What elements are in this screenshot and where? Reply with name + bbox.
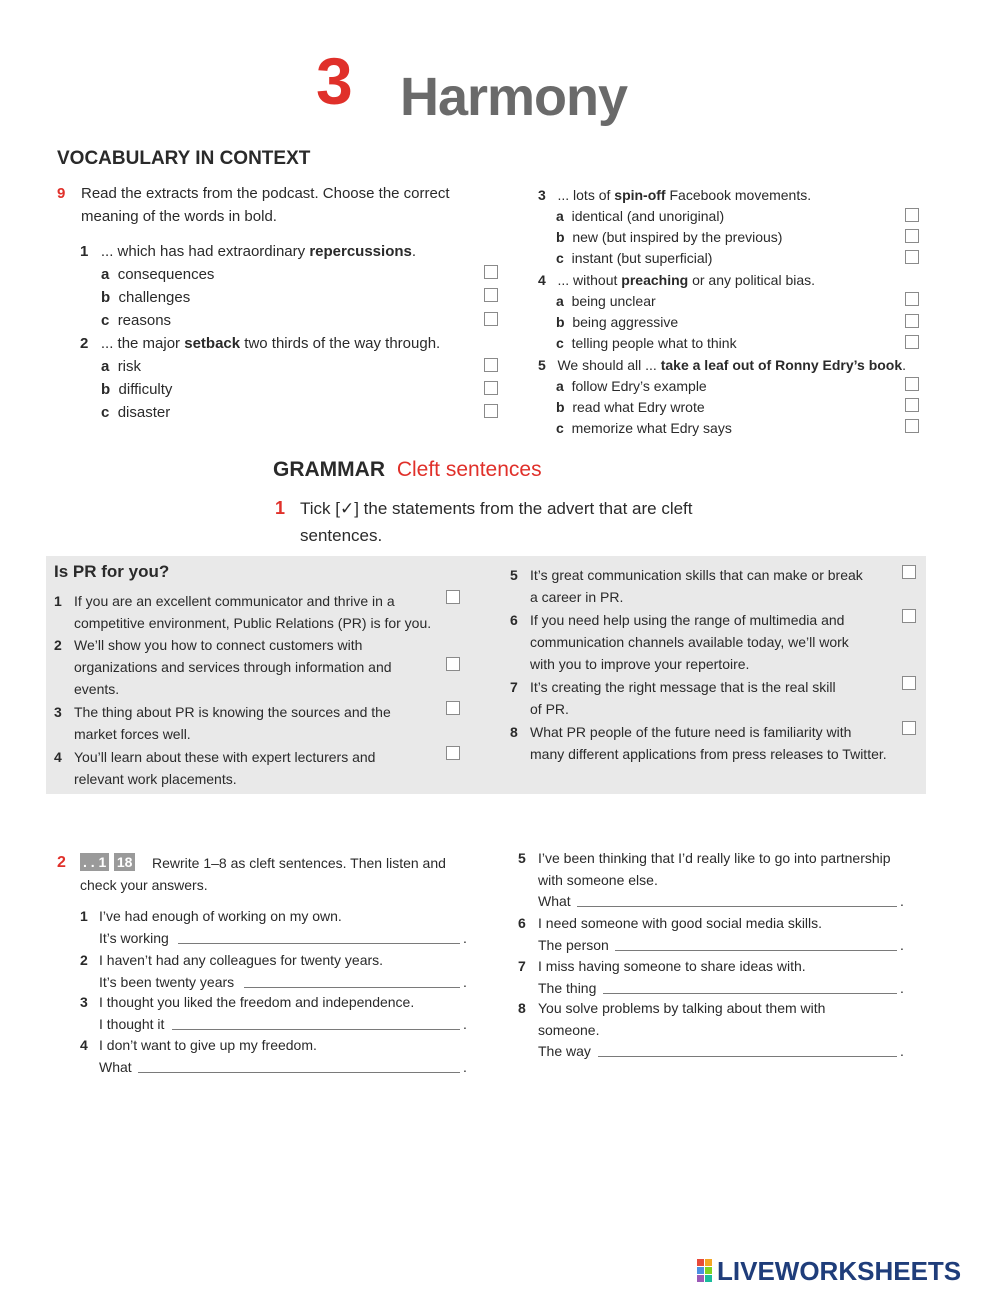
option-letter: c bbox=[556, 250, 564, 266]
advert-item-number: 8 bbox=[510, 724, 518, 740]
option-text: being unclear bbox=[571, 293, 656, 309]
vocab-item-number: 2 bbox=[80, 335, 89, 352]
advert-item-number: 4 bbox=[54, 749, 62, 765]
rewrite-sentence: I haven’t had any colleagues for twenty years. bbox=[99, 952, 384, 968]
vocab-option bbox=[101, 289, 190, 306]
vocab-item-text: ... the major bbox=[100, 335, 185, 352]
advert-line: If you need help using the range of multimedia and bbox=[530, 612, 845, 628]
rewrite-item-number: 6 bbox=[518, 915, 526, 931]
option-letter: c bbox=[101, 312, 110, 329]
option-letter: b bbox=[556, 399, 565, 415]
logo-blocks-icon bbox=[697, 1259, 717, 1283]
vocab-option bbox=[556, 378, 707, 394]
advert-line: What PR people of the future need is familiarity with bbox=[530, 724, 852, 740]
advert-line: many different applications from press releases to Twitter. bbox=[530, 746, 887, 762]
option-letter: c bbox=[556, 420, 564, 436]
vocab-item-text: ... lots of bbox=[557, 187, 615, 203]
vocab-item-text-end: . bbox=[902, 357, 907, 373]
vocab-item-2 bbox=[80, 335, 440, 352]
option-text: new (but inspired by the previous) bbox=[572, 229, 783, 245]
vocab-bold-word: repercussions bbox=[309, 243, 412, 260]
rewrite-item-number: 4 bbox=[80, 1037, 88, 1053]
rewrite-sentence: I’ve been thinking that I’d really like to go into partnership bbox=[538, 850, 891, 866]
unit-number: 3 bbox=[316, 44, 353, 118]
advert-line: The thing about PR is knowing the sources and the bbox=[74, 704, 391, 720]
advert-checkbox-8[interactable] bbox=[902, 721, 916, 735]
rewrite-prompt: What bbox=[538, 893, 571, 909]
advert-line: market forces well. bbox=[74, 726, 191, 742]
vocab-task-number: 9 bbox=[57, 185, 66, 202]
answer-line-7[interactable] bbox=[603, 993, 897, 994]
vocab-item-3 bbox=[538, 187, 811, 203]
vocab-item-text: ... which has had extraordinary bbox=[100, 243, 310, 260]
vocab-option bbox=[556, 420, 732, 436]
advert-line: relevant work placements. bbox=[74, 771, 237, 787]
vocab-item-number: 3 bbox=[538, 187, 546, 203]
rewrite-item-number: 2 bbox=[80, 952, 88, 968]
vocab-item-1 bbox=[80, 243, 416, 260]
checkbox-3a[interactable] bbox=[905, 208, 919, 222]
rewrite-sentence: You solve problems by talking about them with bbox=[538, 1000, 826, 1016]
option-letter: b bbox=[101, 381, 111, 398]
end-period: . bbox=[463, 1059, 467, 1075]
option-text: read what Edry wrote bbox=[572, 399, 705, 415]
option-text: disaster bbox=[117, 404, 171, 421]
rewrite-instruction-line1: Rewrite 1–8 as cleft sentences. Then listen and bbox=[152, 855, 446, 871]
rewrite-prompt: The person bbox=[538, 937, 609, 953]
advert-item-number: 5 bbox=[510, 567, 518, 583]
vocab-item-text-end: or any political bias. bbox=[688, 272, 816, 288]
advert-item-number: 6 bbox=[510, 612, 518, 628]
end-period: . bbox=[900, 893, 904, 909]
advert-title: Is PR for you? bbox=[54, 562, 170, 581]
option-letter: a bbox=[556, 208, 564, 224]
rewrite-prompt: The way bbox=[538, 1043, 591, 1059]
advert-line: You’ll learn about these with expert lecturers and bbox=[74, 749, 376, 765]
vocab-item-5 bbox=[538, 357, 906, 373]
end-period: . bbox=[463, 1016, 467, 1032]
advert-line: of PR. bbox=[530, 701, 569, 717]
option-text: telling people what to think bbox=[571, 335, 737, 351]
rewrite-sentence: I need someone with good social media skills. bbox=[538, 915, 823, 931]
advert-item-3 bbox=[54, 701, 391, 745]
checkbox-2a[interactable] bbox=[484, 358, 498, 372]
option-text: reasons bbox=[117, 312, 172, 329]
option-text: challenges bbox=[118, 289, 191, 306]
end-period: . bbox=[900, 1043, 904, 1059]
option-letter: a bbox=[101, 358, 110, 375]
option-text: memorize what Edry says bbox=[571, 420, 732, 436]
advert-item-7 bbox=[510, 676, 836, 720]
advert-checkbox-4[interactable] bbox=[446, 746, 460, 760]
option-letter: a bbox=[556, 378, 564, 394]
rewrite-task-number: 2 bbox=[57, 854, 66, 871]
advert-line: organizations and services through information and bbox=[74, 659, 392, 675]
vocab-option bbox=[101, 381, 172, 398]
end-period: . bbox=[463, 930, 467, 946]
option-text: being aggressive bbox=[572, 314, 679, 330]
rewrite-prompt: The thing bbox=[538, 980, 597, 996]
unit-title: Harmony bbox=[400, 67, 628, 127]
vocab-item-text-end: . bbox=[411, 243, 417, 260]
option-letter: c bbox=[101, 404, 110, 421]
logo-text: LIVEWORKSHEETS bbox=[717, 1255, 962, 1286]
option-text: risk bbox=[117, 358, 142, 375]
checkbox-4a[interactable] bbox=[905, 292, 919, 306]
vocab-option bbox=[556, 250, 712, 266]
rewrite-sentence: I thought you liked the freedom and independence. bbox=[99, 994, 415, 1010]
checkbox-5c[interactable] bbox=[905, 419, 919, 433]
vocab-heading: VOCABULARY IN CONTEXT bbox=[57, 148, 311, 169]
checkbox-3b[interactable] bbox=[905, 229, 919, 243]
rewrite-sentence: with someone else. bbox=[538, 872, 658, 888]
advert-item-number: 2 bbox=[54, 637, 62, 653]
checkbox-3c[interactable] bbox=[905, 250, 919, 264]
vocab-option bbox=[556, 293, 656, 309]
grammar-subheading: Cleft sentences bbox=[396, 458, 542, 481]
audio-badge-cd: . . 1 bbox=[80, 853, 109, 871]
answer-line-6[interactable] bbox=[615, 950, 897, 951]
rewrite-item-number: 5 bbox=[518, 850, 526, 866]
answer-line-2[interactable] bbox=[244, 987, 460, 988]
rewrite-item-number: 8 bbox=[518, 1000, 526, 1016]
advert-line: If you are an excellent communicator and thrive in a bbox=[74, 593, 395, 609]
vocab-option bbox=[101, 404, 170, 421]
advert-line: competitive environment, Public Relations (PR) is for you. bbox=[74, 615, 432, 631]
option-text: identical (and unoriginal) bbox=[571, 208, 725, 224]
answer-line-1[interactable] bbox=[178, 943, 460, 944]
checkbox-5b[interactable] bbox=[905, 398, 919, 412]
checkbox-4c[interactable] bbox=[905, 335, 919, 349]
advert-item-5 bbox=[510, 564, 863, 608]
vocab-item-number: 1 bbox=[80, 243, 89, 260]
advert-line: events. bbox=[74, 681, 120, 697]
advert-item-2 bbox=[54, 634, 392, 700]
end-period: . bbox=[900, 937, 904, 953]
advert-checkbox-1[interactable] bbox=[446, 590, 460, 604]
checkbox-1c[interactable] bbox=[484, 312, 498, 326]
grammar-instruction-line1: Tick [✓] the statements from the advert that are cleft bbox=[300, 499, 693, 518]
rewrite-sentence: I don’t want to give up my freedom. bbox=[99, 1037, 317, 1053]
vocab-option bbox=[556, 399, 705, 415]
vocab-bold-word: spin-off bbox=[614, 187, 666, 203]
option-letter: c bbox=[556, 335, 564, 351]
option-text: instant (but superficial) bbox=[571, 250, 713, 266]
vocab-item-number: 5 bbox=[538, 357, 546, 373]
grammar-heading-row bbox=[273, 458, 542, 482]
option-text: follow Edry’s example bbox=[571, 378, 707, 394]
answer-line-4[interactable] bbox=[138, 1072, 460, 1073]
vocab-bold-word: setback bbox=[184, 335, 241, 352]
liveworksheets-logo bbox=[697, 1257, 961, 1285]
vocab-option bbox=[556, 229, 782, 245]
rewrite-sentence: I miss having someone to share ideas with. bbox=[538, 958, 806, 974]
rewrite-instruction-line2: check your answers. bbox=[80, 877, 208, 893]
rewrite-sentence: I’ve had enough of working on my own. bbox=[99, 908, 342, 924]
advert-checkbox-5[interactable] bbox=[902, 565, 916, 579]
option-text: difficulty bbox=[118, 381, 173, 398]
advert-item-4 bbox=[54, 746, 375, 790]
rewrite-item-number: 3 bbox=[80, 994, 88, 1010]
grammar-heading: GRAMMAR bbox=[273, 458, 385, 481]
vocab-option bbox=[101, 358, 141, 375]
option-letter: b bbox=[556, 314, 565, 330]
advert-item-1 bbox=[54, 590, 431, 634]
option-letter: a bbox=[556, 293, 564, 309]
vocab-instruction-line2: meaning of the words in bold. bbox=[81, 208, 277, 225]
grammar-instruction-line2: sentences. bbox=[300, 526, 383, 545]
rewrite-item-number: 7 bbox=[518, 958, 526, 974]
vocab-option bbox=[101, 312, 171, 329]
vocab-option bbox=[101, 266, 214, 283]
audio-track-badge bbox=[80, 853, 135, 872]
answer-line-8[interactable] bbox=[598, 1056, 897, 1057]
vocab-option bbox=[556, 208, 724, 224]
option-letter: a bbox=[101, 266, 110, 283]
vocab-item-text: We should all ... bbox=[557, 357, 661, 373]
advert-checkbox-3[interactable] bbox=[446, 701, 460, 715]
vocab-item-number: 4 bbox=[538, 272, 546, 288]
checkbox-1a[interactable] bbox=[484, 265, 498, 279]
answer-line-5[interactable] bbox=[577, 906, 897, 907]
advert-line: with you to improve your repertoire. bbox=[530, 656, 750, 672]
checkbox-5a[interactable] bbox=[905, 377, 919, 391]
grammar-task-number: 1 bbox=[275, 498, 286, 518]
advert-line: It’s great communication skills that can make or break bbox=[530, 567, 863, 583]
advert-line: a career in PR. bbox=[530, 589, 624, 605]
vocab-item-4 bbox=[538, 272, 815, 288]
vocab-item-text-end: Facebook movements. bbox=[665, 187, 812, 203]
rewrite-prompt: What bbox=[99, 1059, 132, 1075]
rewrite-prompt: It’s working bbox=[99, 930, 169, 946]
advert-line: It’s creating the right message that is the real skill bbox=[530, 679, 836, 695]
vocab-bold-word: preaching bbox=[621, 272, 689, 288]
option-text: consequences bbox=[117, 266, 215, 283]
rewrite-item-number: 1 bbox=[80, 908, 88, 924]
end-period: . bbox=[900, 980, 904, 996]
vocab-option bbox=[556, 335, 737, 351]
advert-item-number: 3 bbox=[54, 704, 62, 720]
vocab-bold-word: take a leaf out of Ronny Edry’s book bbox=[660, 357, 903, 373]
advert-checkbox-2[interactable] bbox=[446, 657, 460, 671]
checkbox-4b[interactable] bbox=[905, 314, 919, 328]
end-period: . bbox=[463, 974, 467, 990]
option-letter: b bbox=[556, 229, 565, 245]
advert-item-number: 1 bbox=[54, 593, 62, 609]
vocab-item-text-end: two thirds of the way through. bbox=[240, 335, 441, 352]
checkbox-1b[interactable] bbox=[484, 288, 498, 302]
checkbox-2c[interactable] bbox=[484, 404, 498, 418]
checkbox-2b[interactable] bbox=[484, 381, 498, 395]
advert-checkbox-7[interactable] bbox=[902, 676, 916, 690]
advert-item-number: 7 bbox=[510, 679, 518, 695]
vocab-instruction-line1: Read the extracts from the podcast. Choose the correct bbox=[81, 185, 450, 202]
rewrite-prompt: I thought it bbox=[99, 1016, 165, 1032]
advert-line: communication channels available today, we’ll work bbox=[530, 634, 849, 650]
audio-badge-track: 18 bbox=[114, 853, 136, 871]
vocab-option bbox=[556, 314, 678, 330]
advert-item-8 bbox=[510, 721, 887, 765]
option-letter: b bbox=[101, 289, 111, 306]
answer-line-3[interactable] bbox=[172, 1029, 460, 1030]
advert-line: We’ll show you how to connect customers with bbox=[74, 637, 363, 653]
rewrite-prompt: It’s been twenty years bbox=[99, 974, 235, 990]
rewrite-sentence: someone. bbox=[538, 1022, 600, 1038]
vocab-item-text: ... without bbox=[557, 272, 622, 288]
advert-item-6 bbox=[510, 609, 849, 675]
advert-checkbox-6[interactable] bbox=[902, 609, 916, 623]
